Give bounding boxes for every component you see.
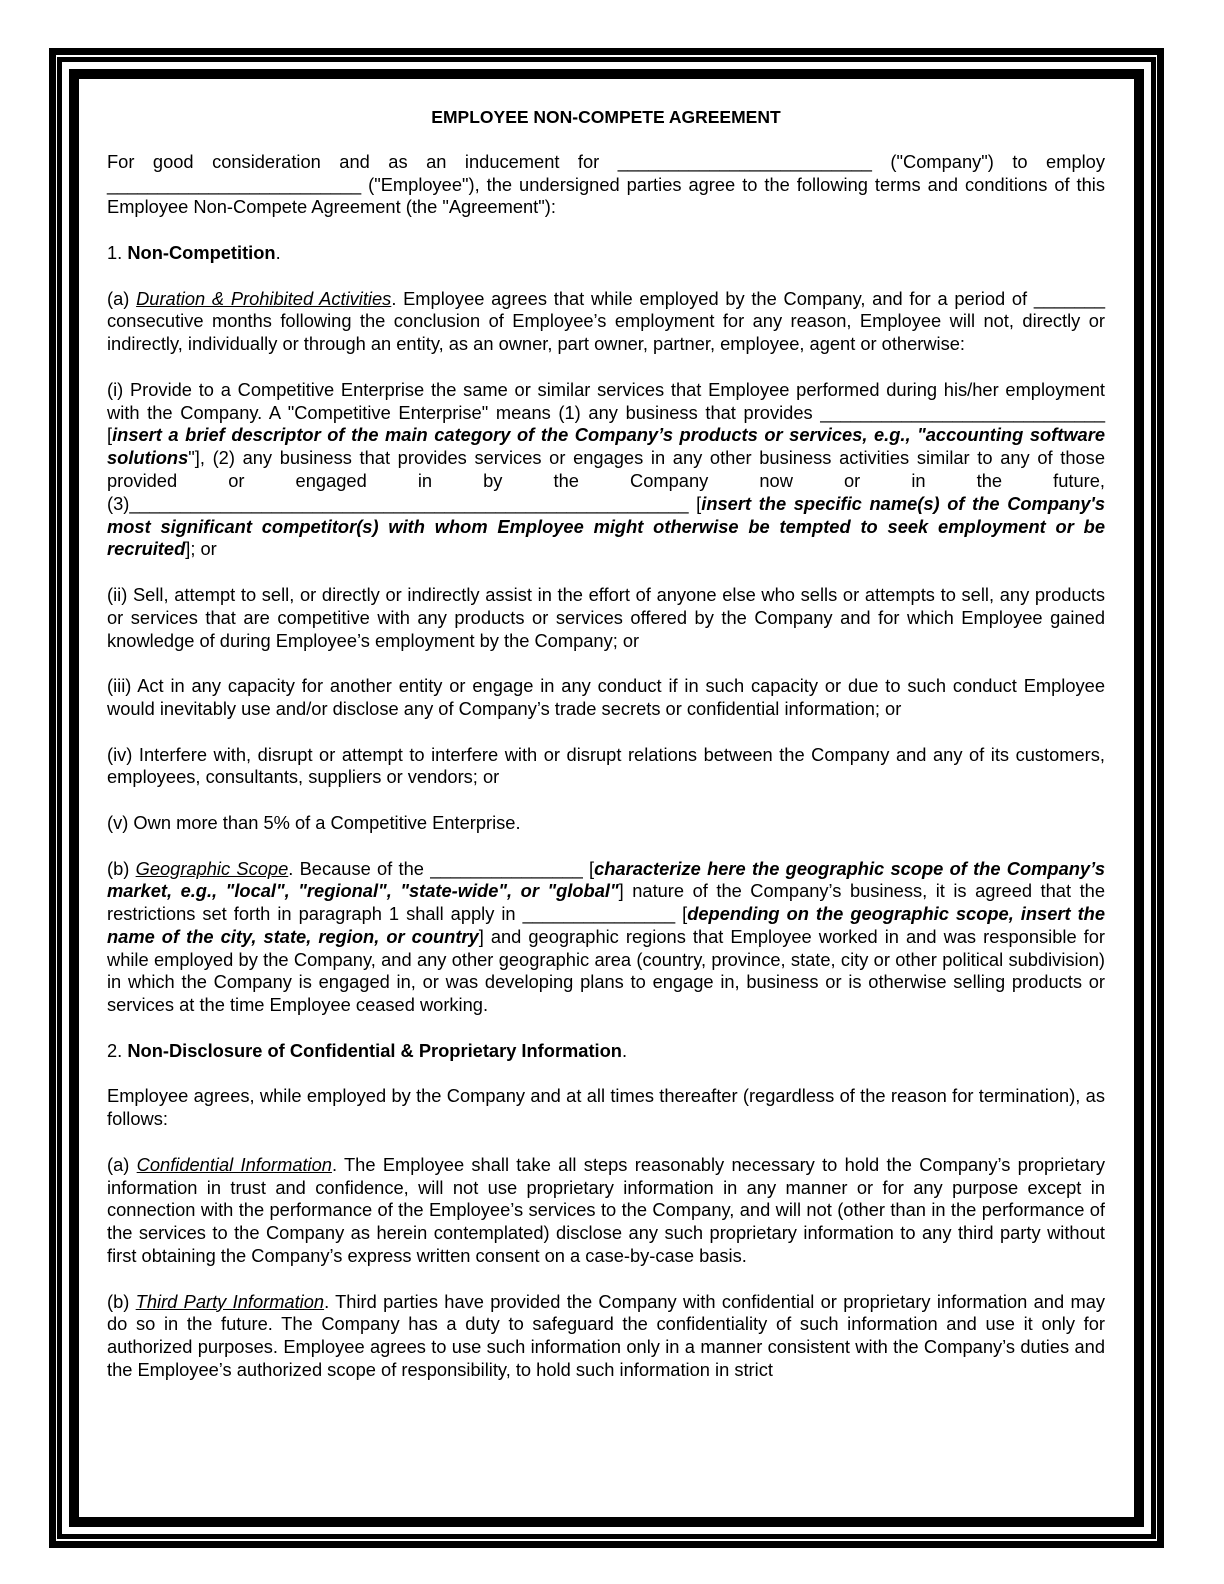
- clause-heading: Third Party Information: [135, 1290, 325, 1312]
- clause-heading: Confidential Information: [136, 1153, 332, 1175]
- section-number: 2.: [107, 1039, 128, 1061]
- clause-text: . Employee agrees that while employed by the Company, and for a period of _______ consecutive months following the conclusion of Employee’s employment for any reason, Employee will not, directly or indirectly, individually or through an entity, as an owner, part owner, partner, employee, agent or otherwise:: [107, 287, 1106, 355]
- instruction-text: insert the specific name(s) of the Company's most significant competitor(s) with whom Employee might otherwise be tempted to seek employment or be recruited: [107, 492, 1105, 560]
- intro-text: For good consideration and as an inducement for _________________________ ("Company") to employ _________________________ ("Employee"), the undersigned parties agree to the following terms and conditions of this Employee Non-Compete Agreement (the "Agreement"):: [107, 150, 1105, 218]
- instruction-text: characterize here the geographic scope of the Company’s market, e.g., "local", "regional", "state-wide", or "global": [107, 857, 1105, 902]
- clause-1a-v: (v) Own more than 5% of a Competitive Enterprise.: [107, 811, 521, 833]
- clause-text: ]; or: [185, 538, 217, 560]
- section-1-heading: [107, 242, 1105, 265]
- clause-text: ] nature of the Company’s business, it is agreed that the restrictions set forth in paragraph 1 shall apply in _______________ [: [107, 880, 1105, 925]
- section-2-heading: [107, 1040, 1105, 1063]
- clause-label: (a): [107, 1153, 137, 1175]
- clause-text: (i) Provide to a Competitive Enterprise the same or similar services that Employee performed during his/her employment with the Company. A "Competitive Enterprise" means (1) any business that provides ____________________________ [: [107, 378, 1105, 446]
- clause-text: . Because of the _______________ [: [288, 857, 595, 879]
- clause-text: . Third parties have provided the Company with confidential or proprietary information and may do so in the future. The Company has a duty to safeguard the confidentiality of such information and use it only for authorized purposes. Employee agrees to use such information only in a manner consistent with the Company’s duties and the Employee’s authorized scope of responsibility, to hold such information in strict: [107, 1290, 1105, 1381]
- clause-2b: [107, 1291, 1105, 1382]
- clause-text: "], (2) any business that provides services or engages in any other business activities similar to any of those provided or engaged in by the Company now or in the future, (3)_______________________________________________________ [: [107, 447, 1105, 514]
- section-title: Non-Disclosure of Confidential & Proprietary Information: [127, 1039, 622, 1061]
- clause-text: ] and geographic regions that Employee worked in and was responsible for while employed by the Company, and any other geographic area (country, province, state, city or other political subdivision) in which the Company is engaged in, or was developing plans to engage in, business or is otherwise selling products or services at the time Employee ceased working.: [107, 925, 1105, 1016]
- instruction-text: insert a brief descriptor of the main category of the Company’s products or services, e.g., "accounting software solutions: [107, 424, 1105, 469]
- document-body: [107, 106, 1105, 1405]
- clause-1b: [107, 858, 1105, 1018]
- clause-1a-i: [107, 379, 1105, 561]
- clause-2a: [107, 1154, 1105, 1268]
- clause-label: (b): [107, 1290, 136, 1312]
- document-title: EMPLOYEE NON-COMPETE AGREEMENT: [431, 107, 781, 127]
- clause-label: (b): [107, 857, 136, 879]
- clause-label: (a): [107, 287, 137, 309]
- section-title: Non-Competition: [127, 241, 276, 263]
- clause-1a: [107, 288, 1105, 356]
- section-period: .: [275, 241, 281, 263]
- clause-heading: Geographic Scope: [135, 857, 289, 879]
- clause-1a-iii: (iii) Act in any capacity for another entity or engage in any conduct if in such capacity or due to such conduct Employee would inevitably use and/or disclose any of Company’s trade secrets or confidential information; or: [107, 675, 1105, 719]
- section-number: 1.: [107, 241, 128, 263]
- clause-1a-ii: (ii) Sell, attempt to sell, or directly or indirectly assist in the effort of anyone else who sells or attempts to sell, any products or services that are competitive with any products or services offered by the Company and for which Employee gained knowledge of during Employee’s employment by the Company; or: [107, 583, 1105, 651]
- clause-text: . The Employee shall take all steps reasonably necessary to hold the Company’s proprietary information in trust and confidence, will not use proprietary information in any manner or for any purpose except in connection with the performance of the Employee’s services to the Company, and will not (other than in the performance of the services to the Company as herein contemplated) disclose any such proprietary information to any third party without first obtaining the Company’s express written consent on a case-by-case basis.: [107, 1153, 1106, 1267]
- clause-heading: Duration & Prohibited Activities: [136, 287, 392, 309]
- clause-1a-iv: (iv) Interfere with, disrupt or attempt to interfere with or disrupt relations between the Company and any of its customers, employees, consultants, suppliers or vendors; or: [107, 743, 1105, 788]
- instruction-text: depending on the geographic scope, insert the name of the city, state, region, or country: [107, 903, 1105, 947]
- section-period: .: [621, 1039, 628, 1061]
- intro-paragraph: [107, 151, 1105, 219]
- section-2-intro: Employee agrees, while employed by the Company and at all times thereafter (regardless of the reason for termination), as follows:: [107, 1085, 1105, 1130]
